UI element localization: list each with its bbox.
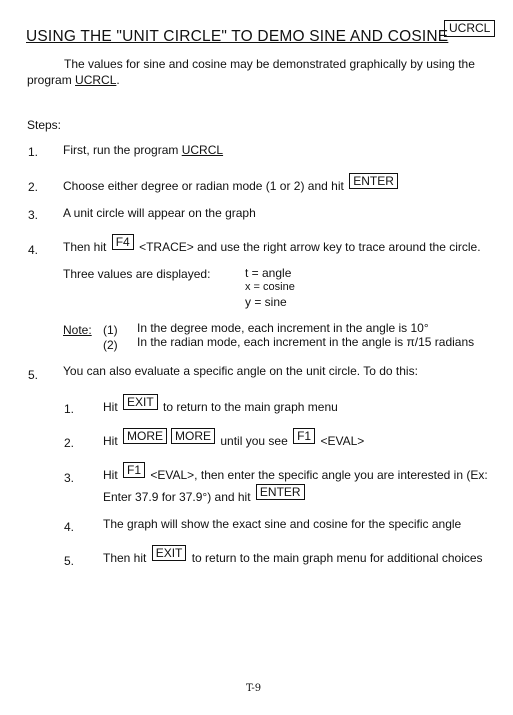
- intro-line-1: The values for sine and cosine may be demonstrated graphically by using the: [64, 57, 475, 71]
- step-2: [63, 174, 400, 194]
- intro-prefix: program: [27, 73, 72, 87]
- step-2-text: Choose either degree or radian mode (1 or 2) and hit: [63, 179, 344, 193]
- substep-5-before: Then hit: [103, 551, 147, 565]
- note-1-number: (1): [103, 323, 118, 337]
- step-1-program: UCRCL: [181, 143, 224, 157]
- substep-1: [103, 395, 338, 415]
- note-1-text: In the degree mode, each increment in the angle is 10°: [137, 321, 429, 335]
- steps-heading: Steps:: [27, 118, 62, 132]
- substep-3-line-1: [103, 463, 488, 483]
- substep-2-number: 2.: [64, 436, 75, 450]
- enter-key: ENTER: [349, 173, 398, 189]
- substep-1-number: 1.: [64, 402, 75, 416]
- substep-2-after: until you see: [220, 434, 288, 448]
- substep-5-after: to return to the main graph menu for additional choices: [191, 551, 483, 565]
- intro-line-2: [27, 73, 120, 87]
- substep-4-text: The graph will show the exact sine and cosine for the specific angle: [103, 517, 462, 531]
- substep-2-before: Hit: [103, 434, 118, 448]
- page-title: USING THE "UNIT CIRCLE" TO DEMO SINE AND COSINE: [26, 28, 449, 45]
- step-4-number: 4.: [28, 243, 39, 257]
- step-5-text: You can also evaluate a specific angle on the unit circle. To do this:: [63, 364, 418, 378]
- f1-key-eval: F1: [123, 462, 145, 478]
- more-key-second: MORE: [171, 428, 215, 444]
- display-t: t = angle: [245, 266, 292, 280]
- display-x: x = cosine: [245, 281, 295, 293]
- note-2-number: (2): [103, 338, 118, 352]
- note-2-text: In the radian mode, each increment in the angle is π/15 radians: [137, 335, 475, 349]
- substep-5-number: 5.: [64, 554, 75, 568]
- substep-3-line-2: [103, 485, 307, 505]
- substep-3-after: <EVAL>, then enter the specific angle you are interested in (Ex:: [150, 468, 488, 482]
- note-label: Note:: [63, 323, 92, 337]
- exit-key: EXIT: [123, 394, 158, 410]
- step-5-number: 5.: [28, 368, 39, 382]
- substep-1-after: to return to the main graph menu: [163, 400, 338, 414]
- step-2-number: 2.: [28, 180, 39, 194]
- page-number: T-9: [246, 683, 262, 694]
- substep-2: [103, 429, 365, 449]
- f1-key: F1: [293, 428, 315, 444]
- substep-3-number: 3.: [64, 471, 75, 485]
- step-4: [63, 235, 481, 255]
- substep-4-number: 4.: [64, 520, 75, 534]
- more-key: MORE: [123, 428, 167, 444]
- step-4-text-before: Then hit: [63, 240, 107, 254]
- f4-key: F4: [112, 234, 134, 250]
- substep-5: [103, 546, 483, 566]
- intro-program-name: UCRCL: [75, 73, 117, 87]
- step-1-text: First, run the program: [63, 143, 179, 157]
- enter-key-eval: ENTER: [256, 484, 305, 500]
- exit-key-final: EXIT: [152, 545, 187, 561]
- program-key-box: UCRCL: [444, 20, 495, 37]
- display-label: Three values are displayed:: [63, 267, 211, 281]
- substep-1-before: Hit: [103, 400, 118, 414]
- step-1: [63, 143, 223, 157]
- step-1-number: 1.: [28, 145, 39, 159]
- substep-3-line2-text: Enter 37.9 for 37.9°) and hit: [103, 490, 251, 504]
- substep-2-after2: <EVAL>: [320, 434, 365, 448]
- intro-suffix: .: [116, 73, 120, 87]
- substep-3-before: Hit: [103, 468, 118, 482]
- step-4-text-after: <TRACE> and use the right arrow key to trace around the circle.: [139, 240, 481, 254]
- step-3-text: A unit circle will appear on the graph: [63, 206, 256, 220]
- display-y: y = sine: [245, 295, 287, 309]
- step-3-number: 3.: [28, 208, 39, 222]
